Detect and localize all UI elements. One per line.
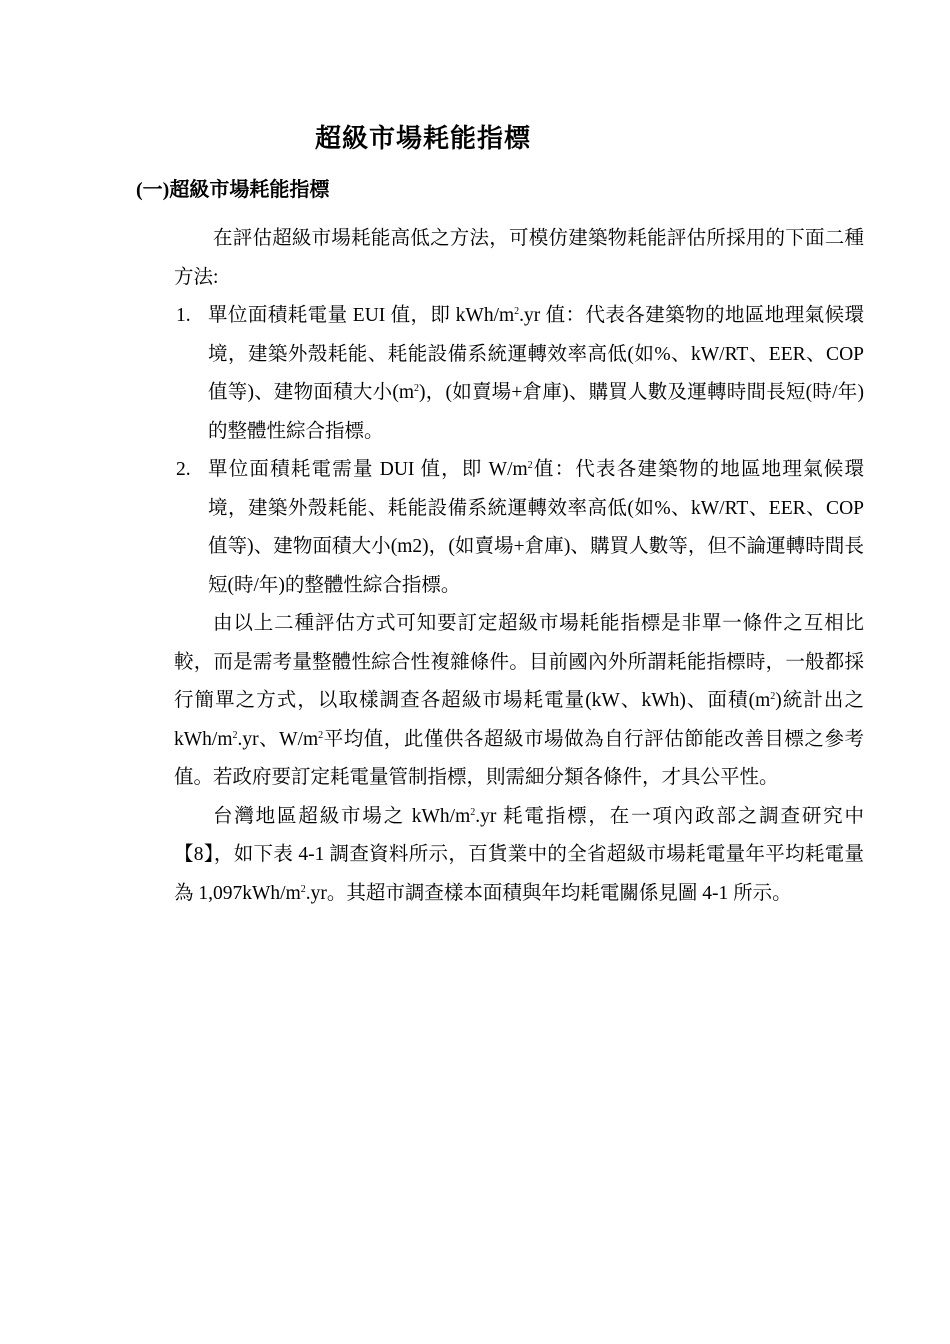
list-item bbox=[174, 297, 864, 451]
paragraph-text: 平均值，此僅供各超級市場做為自行評估節能改善目標之參考值。若政府要訂定耗電量管制指標，則需細分類各條件，才具公平性。 bbox=[174, 728, 864, 788]
intro-paragraph: 在評估超級市場耗能高低之方法，可模仿建築物耗能評估所採用的下面二種方法: bbox=[174, 228, 864, 288]
page-title: 超級市場耗能指標 bbox=[314, 124, 531, 153]
list-text: 單位面積耗電需量 DUI 值，即 W/m bbox=[208, 459, 528, 480]
list-number: 1. bbox=[176, 305, 191, 326]
list-text: 值：代表各建築物的地區地理氣候環境，建築外殼耗能、耗能設備系統運轉效率高低(如%、kW/RT、EER、COP 值等)、建物面積大小(m2)，(如賣場+倉庫)、購買人數等，但不論運轉時間長短(時/年)的整體性綜合指標。 bbox=[208, 459, 864, 596]
list-item bbox=[174, 451, 864, 605]
method-list bbox=[174, 297, 864, 605]
list-text: 單位面積耗電量 EUI 值，即 kWh/m bbox=[208, 305, 515, 326]
paragraph-text: .yr 耗電指標，在一項內政部之調查研究中【8】，如下表 4-1 調查資料所示，百貨業中的全省超級市場耗電量年平均耗電量為 1,097kWh/m bbox=[174, 805, 864, 904]
list-number: 2. bbox=[176, 459, 191, 480]
superscript: 2 bbox=[770, 691, 776, 702]
paragraph-text: 由以上二種評估方式可知要訂定超級市場耗能指標是非單一條件之互相比較，而是需考量整體性綜合性複雜條件。目前國內外所謂耗能指標時，一般都採行簡單之方式，以取樣調查各超級市場耗電量(kW、kWh)、面積(m bbox=[174, 613, 864, 711]
taiwan-paragraph bbox=[174, 798, 864, 914]
document-body bbox=[174, 220, 864, 913]
list-text: .yr 值：代表各建築物的地區地理氣候環境，建築外殼耗能、耗能設備系統運轉效率高低(如%、kW/RT、EER、COP 值等)、建物面積大小(m bbox=[208, 305, 865, 403]
paragraph-text: .yr、W/m bbox=[237, 728, 319, 750]
superscript: 2 bbox=[470, 806, 476, 818]
paragraph-text: )統計出之 kWh/m bbox=[174, 690, 864, 750]
superscript: 2 bbox=[527, 460, 533, 471]
superscript: 2 bbox=[300, 883, 306, 895]
paragraph-text: 台灣地區超級市場之 kWh/m bbox=[213, 805, 471, 827]
paragraph-text: .yr。其超市調查樣本面積與年均耗電關係見圖 4-1 所示。 bbox=[305, 882, 792, 904]
list-text: )，(如賣場+倉庫)、購買人數及運轉時間長短(時/年)的整體性綜合指標。 bbox=[208, 382, 865, 442]
evaluation-paragraph bbox=[174, 605, 864, 798]
superscript: 2 bbox=[514, 306, 520, 317]
superscript: 2 bbox=[232, 729, 238, 741]
superscript: 2 bbox=[318, 729, 324, 741]
section-heading: (一)超級市場耗能指標 bbox=[136, 179, 330, 201]
superscript: 2 bbox=[414, 383, 420, 394]
